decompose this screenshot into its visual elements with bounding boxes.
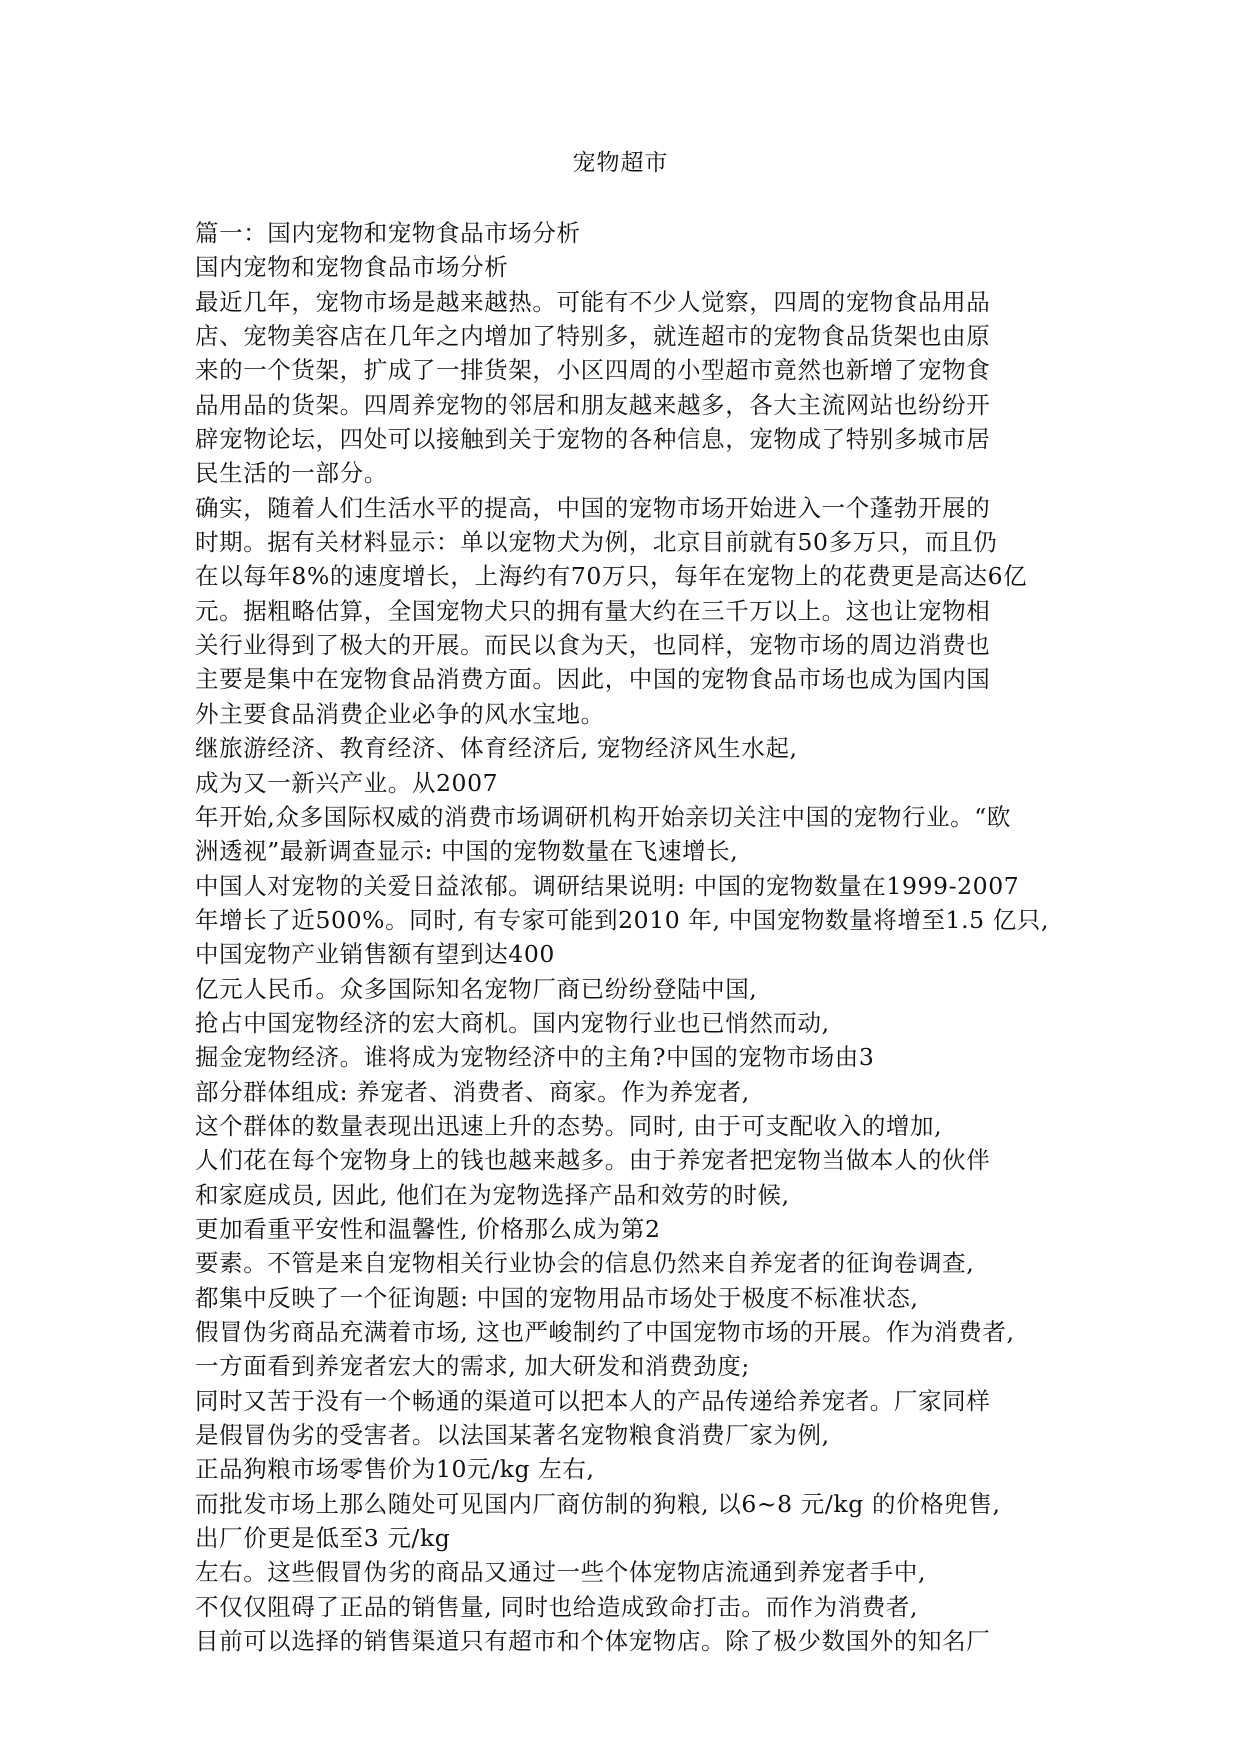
text-line: 年开始,众多国际权威的消费市场调研机构开始亲切关注中国的宠物行业。“欧 xyxy=(195,802,1011,831)
text-line: 品用品的货架。四周养宠物的邻居和朋友越来越多，各大主流网站也纷纷开 xyxy=(195,390,991,419)
text-line: 辟宠物论坛，四处可以接触到关于宠物的各种信息，宠物成了特别多城市居 xyxy=(195,425,991,454)
text-line: 中国人对宠物的关爱日益浓郁。调研结果说明: 中国的宠物数量在1999-2007 xyxy=(195,871,1020,900)
text-line: 正品狗粮市场零售价为10元/kg 左右, xyxy=(195,1455,595,1484)
text-line: 在以每年8%的速度增长，上海约有70万只，每年在宠物上的花费更是高达6亿 xyxy=(195,562,1028,591)
document-title: 宠物超市 xyxy=(572,150,669,176)
text-line: 继旅游经济、教育经济、体育经济后, 宠物经济风生水起, xyxy=(195,734,798,763)
text-line: 假冒伪劣商品充满着市场, 这也严峻制约了中国宠物市场的开展。作为消费者, xyxy=(195,1318,1015,1346)
text-line: 部分群体组成: 养宠者、消费者、商家。作为养宠者, xyxy=(195,1077,750,1106)
text-line: 而批发市场上那么随处可见国内厂商仿制的狗粮, 以6~8 元/kg 的价格兜售, xyxy=(195,1489,1001,1518)
document-body xyxy=(195,216,1050,1658)
text-line: 和家庭成员, 因此, 他们在为宠物选择产品和效劳的时候, xyxy=(195,1180,790,1209)
text-line: 主要是集中在宠物食品消费方面。因此，中国的宠物食品市场也成为国内国 xyxy=(195,665,991,694)
text-line: 这个群体的数量表现出迅速上升的态势。同时, 由于可支配收入的增加, xyxy=(195,1111,943,1140)
text-line: 左右。这些假冒伪劣的商品又通过一些个体宠物店流通到养宠者手中, xyxy=(195,1558,927,1587)
text-line: 目前可以选择的销售渠道只有超市和个体宠物店。除了极少数国外的知名厂 xyxy=(195,1627,991,1656)
text-line: 洲透视”最新调查显示: 中国的宠物数量在飞速增长, xyxy=(195,837,739,866)
text-line: 成为又一新兴产业。从2007 xyxy=(195,768,499,797)
text-line: 店、宠物美容店在几年之内增加了特别多，就连超市的宠物食品货架也由原 xyxy=(195,322,991,351)
text-line: 来的一个货架，扩成了一排货架，小区四周的小型超市竟然也新增了宠物食 xyxy=(195,356,991,385)
text-line: 年增长了近500%。同时, 有专家可能到2010 年, 中国宠物数量将增至1.5 亿只, xyxy=(195,905,1050,934)
text-line: 最近几年，宠物市场是越来越热。可能有不少人觉察，四周的宠物食品用品 xyxy=(195,287,991,316)
text-line: 时期。据有关材料显示：单以宠物犬为例，北京目前就有50多万只，而且仍 xyxy=(195,528,998,557)
text-line: 民生活的一部分。 xyxy=(195,459,388,488)
text-line: 亿元人民币。众多国际知名宠物厂商已纷纷登陆中国, xyxy=(195,974,758,1003)
text-line: 更加看重平安性和温馨性, 价格那么成为第2 xyxy=(195,1214,661,1243)
text-line: 抢占中国宠物经济的宏大商机。国内宠物行业也已悄然而动, xyxy=(195,1008,830,1037)
text-line: 出厂价更是低至3 元/kg xyxy=(195,1524,451,1553)
text-line: 中国宠物产业销售额有望到达400 xyxy=(195,940,555,969)
text-line: 确实，随着人们生活水平的提高，中国的宠物市场开始进入一个蓬勃开展的 xyxy=(195,493,991,522)
text-line: 不仅仅阻碍了正品的销售量, 同时也给造成致命打击。而作为消费者, xyxy=(195,1592,919,1621)
text-line: 同时又苦于没有一个畅通的渠道可以把本人的产品传递给养宠者。厂家同样 xyxy=(195,1386,991,1415)
text-line: 国内宠物和宠物食品市场分析 xyxy=(195,253,509,282)
text-line: 篇一：国内宠物和宠物食品市场分析 xyxy=(195,219,581,247)
text-line: 元。据粗略估算，全国宠物犬只的拥有量大约在三千万以上。这也让宠物相 xyxy=(195,596,991,625)
text-line: 都集中反映了一个征询题: 中国的宠物用品市场处于极度不标准状态, xyxy=(195,1283,919,1312)
text-line: 一方面看到养宠者宏大的需求, 加大研发和消费劲度; xyxy=(195,1352,750,1381)
text-line: 人们花在每个宠物身上的钱也越来越多。由于养宠者把宠物当做本人的伙伴 xyxy=(195,1146,991,1175)
text-line: 外主要食品消费企业必争的风水宝地。 xyxy=(195,699,605,728)
text-line: 是假冒伪劣的受害者。以法国某著名宠物粮食消费厂家为例, xyxy=(195,1421,830,1450)
text-line: 关行业得到了极大的开展。而民以食为天，也同样，宠物市场的周边消费也 xyxy=(195,631,991,660)
text-line: 要素。不管是来自宠物相关行业协会的信息仍然来自养宠者的征询卷调查, xyxy=(195,1249,975,1278)
text-line: 掘金宠物经济。谁将成为宠物经济中的主角?中国的宠物市场由3 xyxy=(195,1043,875,1072)
